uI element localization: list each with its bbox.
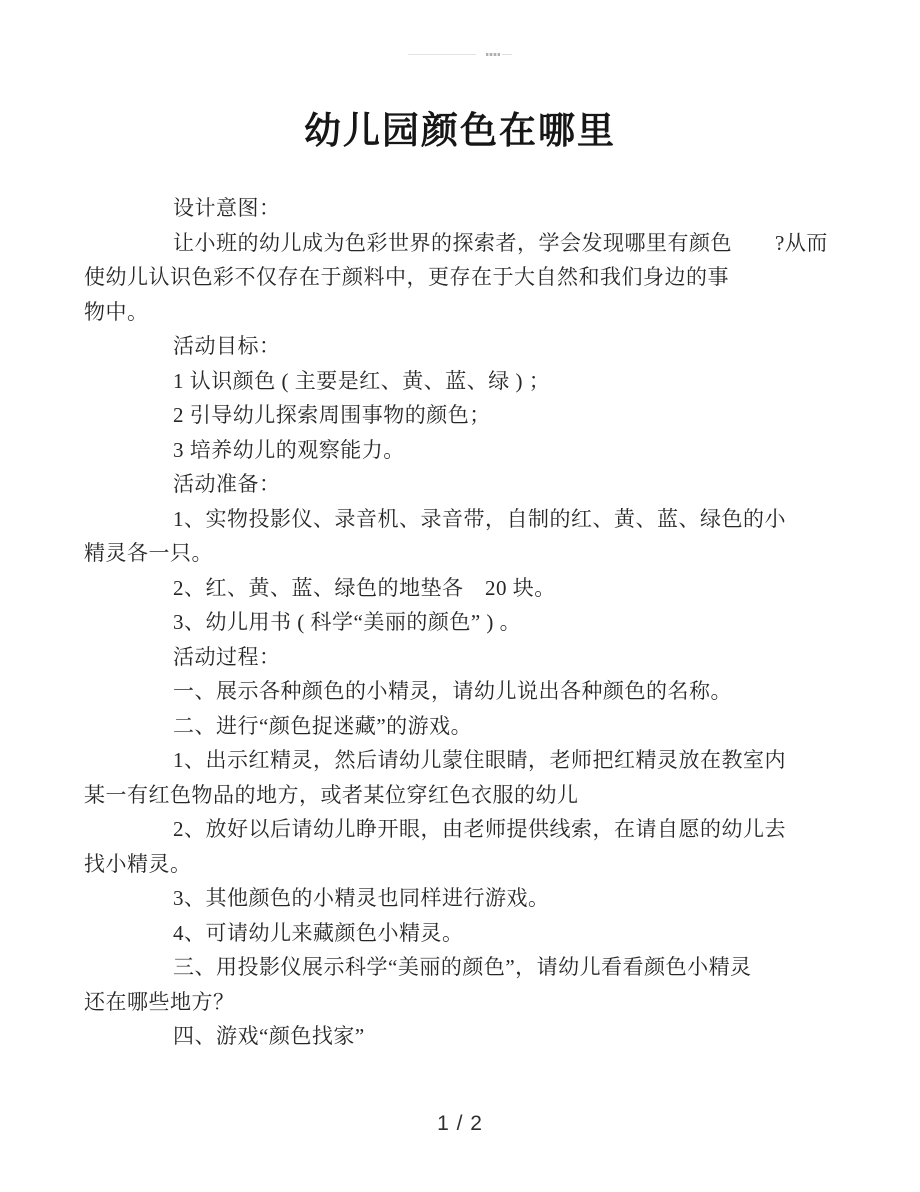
scan-smudge-marks <box>486 53 500 56</box>
text-line: 还在哪些地方？ <box>84 989 235 1014</box>
text-line: 4、可请幼儿来藏颜色小精灵。 <box>173 920 464 945</box>
text-line: 活动目标： <box>173 334 281 358</box>
text-line: 活动准备： <box>173 472 281 496</box>
scan-smudge-segment <box>408 54 476 55</box>
text-line: 物中。 <box>84 299 149 324</box>
text-line: 精灵各一只。 <box>84 541 213 565</box>
text-line: 四、游戏“颜色找家” <box>173 1024 365 1048</box>
text-line: 一、展示各种颜色的小精灵，请幼儿说出各种颜色的名称。 <box>173 679 732 703</box>
text-line: 找小精灵。 <box>84 851 192 876</box>
document-title: 幼儿园颜色在哪里 <box>304 111 616 152</box>
document-body <box>84 191 828 1054</box>
text-line: 使幼儿认识色彩不仅存在于颜料中，更存在于大自然和我们身边的事 <box>84 265 729 289</box>
text-line: 2、红、黄、蓝、绿色的地垫各 20 块。 <box>173 575 556 600</box>
page-number: 1 / 2 <box>437 1112 483 1135</box>
text-line: 三、用投影仪展示科学“美丽的颜色”，请幼儿看看颜色小精灵 <box>173 955 752 979</box>
text-line: 2 引导幼儿探索周围事物的颜色； <box>173 403 491 427</box>
text-line: 1 认识颜色 ( 主要是红、黄、蓝、绿 ) ； <box>173 368 551 393</box>
text-line: 某一有红色物品的地方，或者某位穿红色衣服的幼儿 <box>84 782 579 807</box>
text-line: 2、放好以后请幼儿睁开眼，由老师提供线索，在请自愿的幼儿去 <box>173 817 786 841</box>
text-line: 3 培养幼儿的观察能力。 <box>173 437 405 462</box>
text-line: 1、实物投影仪、录音机、录音带，自制的红、黄、蓝、绿色的小 <box>173 506 786 531</box>
text-line: 活动过程： <box>173 644 281 669</box>
text-line: 让小班的幼儿成为色彩世界的探索者，学会发现哪里有颜色 ?从而 <box>173 230 828 255</box>
text-line: 设计意图： <box>173 196 281 220</box>
text-line: 3、幼儿用书 ( 科学“美丽的颜色” ) 。 <box>173 610 522 634</box>
scan-smudge-segment <box>502 54 512 55</box>
text-line: 1、出示红精灵，然后请幼儿蒙住眼睛，老师把红精灵放在教室内 <box>173 748 786 772</box>
scan-smudge-artifact <box>408 53 512 57</box>
text-line: 二、进行“颜色捉迷藏”的游戏。 <box>173 713 473 738</box>
text-line: 3、其他颜色的小精灵也同样进行游戏。 <box>173 886 550 910</box>
